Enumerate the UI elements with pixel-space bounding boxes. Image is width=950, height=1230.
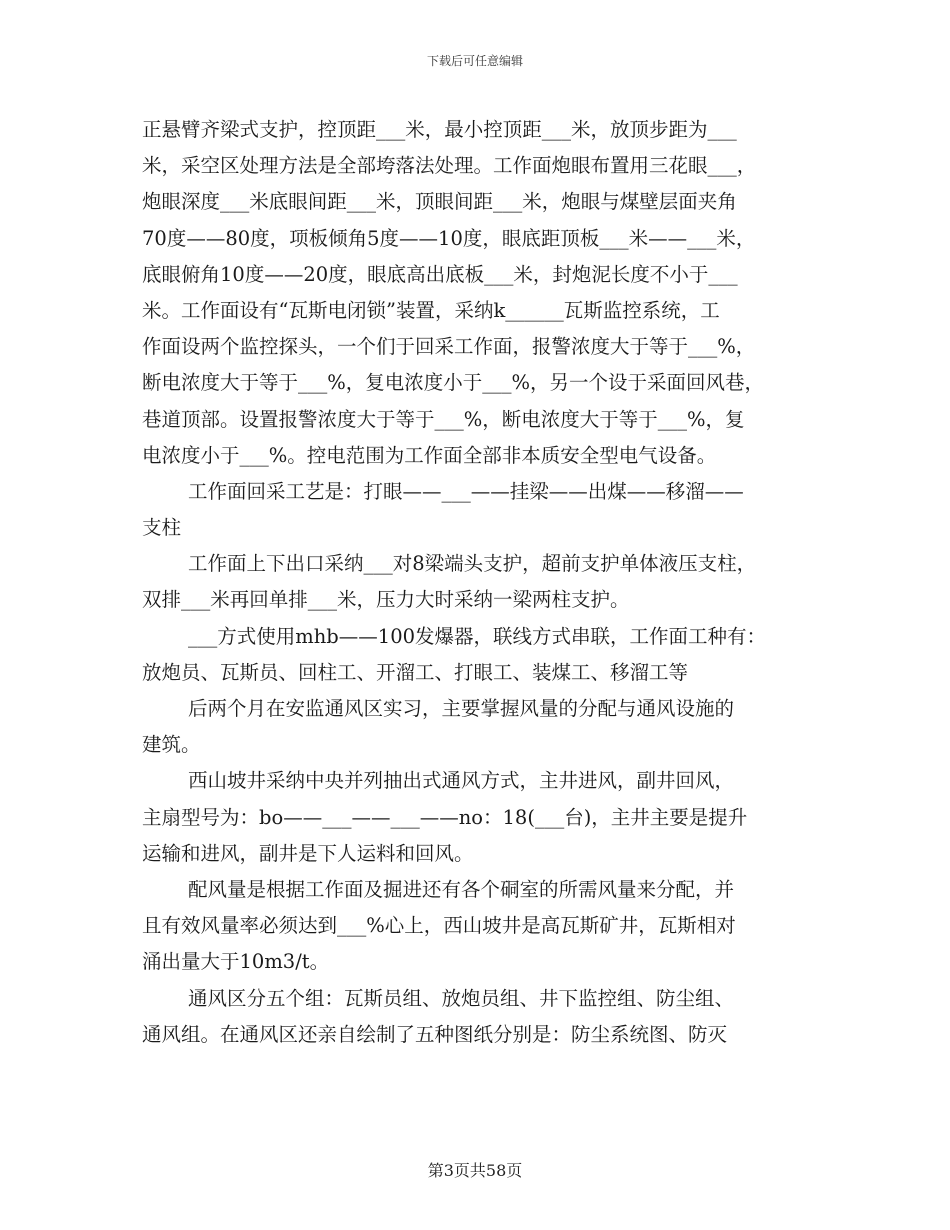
text-line: 且有效风量率必须达到___%心上，西山坡井是高瓦斯矿井，瓦斯相对 (142, 914, 736, 938)
text-line: 通风组。在通风区还亲自绘制了五种图纸分别是：防尘系统图、防灭 (142, 1022, 728, 1046)
text-line: 炮眼深度___米底眼间距___米，顶眼间距___米，炮眼与煤壁层面夹角 (142, 190, 737, 214)
text-line: 70度——80度，项板倾角5度——10度，眼底距顶板___米——___米， (142, 226, 756, 250)
text-line: 作面设两个监控探头，一个们于回采工作面，报警浓度大于等于___%， (142, 335, 756, 359)
text-line: 后两个月在安监通风区实习，主要掌握风量的分配与通风设施的 (188, 697, 735, 720)
text-line: 底眼俯角10度——20度，眼底高出底板___米，封炮泥长度不小于___ (142, 262, 738, 286)
text-line: 放炮员、瓦斯员、回柱工、开溜工、打眼工、装煤工、移溜工等 (142, 660, 689, 684)
text-line: 工作面上下出口采纳___对8梁端头支护，超前支护单体液压支柱， (188, 552, 757, 576)
document-body (142, 112, 812, 1053)
text-line: 电浓度小于___%。控电范围为工作面全部非本质安全型电气设备。 (142, 443, 717, 467)
text-line: 主扇型号为：bo——___——___——no：18(___台)，主井主要是提升 (142, 805, 748, 829)
page-footer: 第3页共58页 (427, 1161, 523, 1180)
text-line: 巷道顶部。设置报警浓度大于等于___%，断电浓度大于等于___%，复 (142, 407, 745, 431)
page-header: 下载后可任意编辑 (426, 54, 523, 68)
text-line: 运输和进风，副井是下人运料和回风。 (142, 841, 474, 865)
text-line: 米。工作面设有“瓦斯电闭锁”装置，采纳k______瓦斯监控系统，工 (142, 298, 720, 322)
text-line: 西山坡井采纳中央并列抽出式通风方式，主井进风，副井回风， (188, 769, 735, 793)
text-line: 配风量是根据工作面及掘进还有各个硐室的所需风量来分配，并 (188, 877, 735, 901)
text-line: 通风区分五个组：瓦斯员组、放炮员组、井下监控组、防尘组、 (188, 986, 735, 1010)
text-line: 涌出量大于10m3/t。 (142, 950, 330, 974)
text-line: 正悬臂齐梁式支护，控顶距___米，最小控顶距___米，放顶步距为___ (142, 118, 737, 141)
text-line: 断电浓度大于等于___%，复电浓度小于___%，另一个设于采面回风巷， (142, 371, 765, 395)
text-line: 米，采空区处理方法是全部垮落法处理。工作面炮眼布置用三花眼___， (142, 154, 757, 178)
text-line: 双排___米再回单排___米，压力大时采纳一梁两柱支护。 (142, 588, 630, 612)
text-line: 工作面回采工艺是：打眼——___——挂梁——出煤——移溜—— (188, 479, 744, 503)
text-line: ___方式使用mhb——100发爆器，联线方式串联，工作面工种有： (188, 624, 767, 648)
text-line: 支柱 (142, 516, 182, 540)
text-line: 建筑。 (142, 733, 201, 757)
